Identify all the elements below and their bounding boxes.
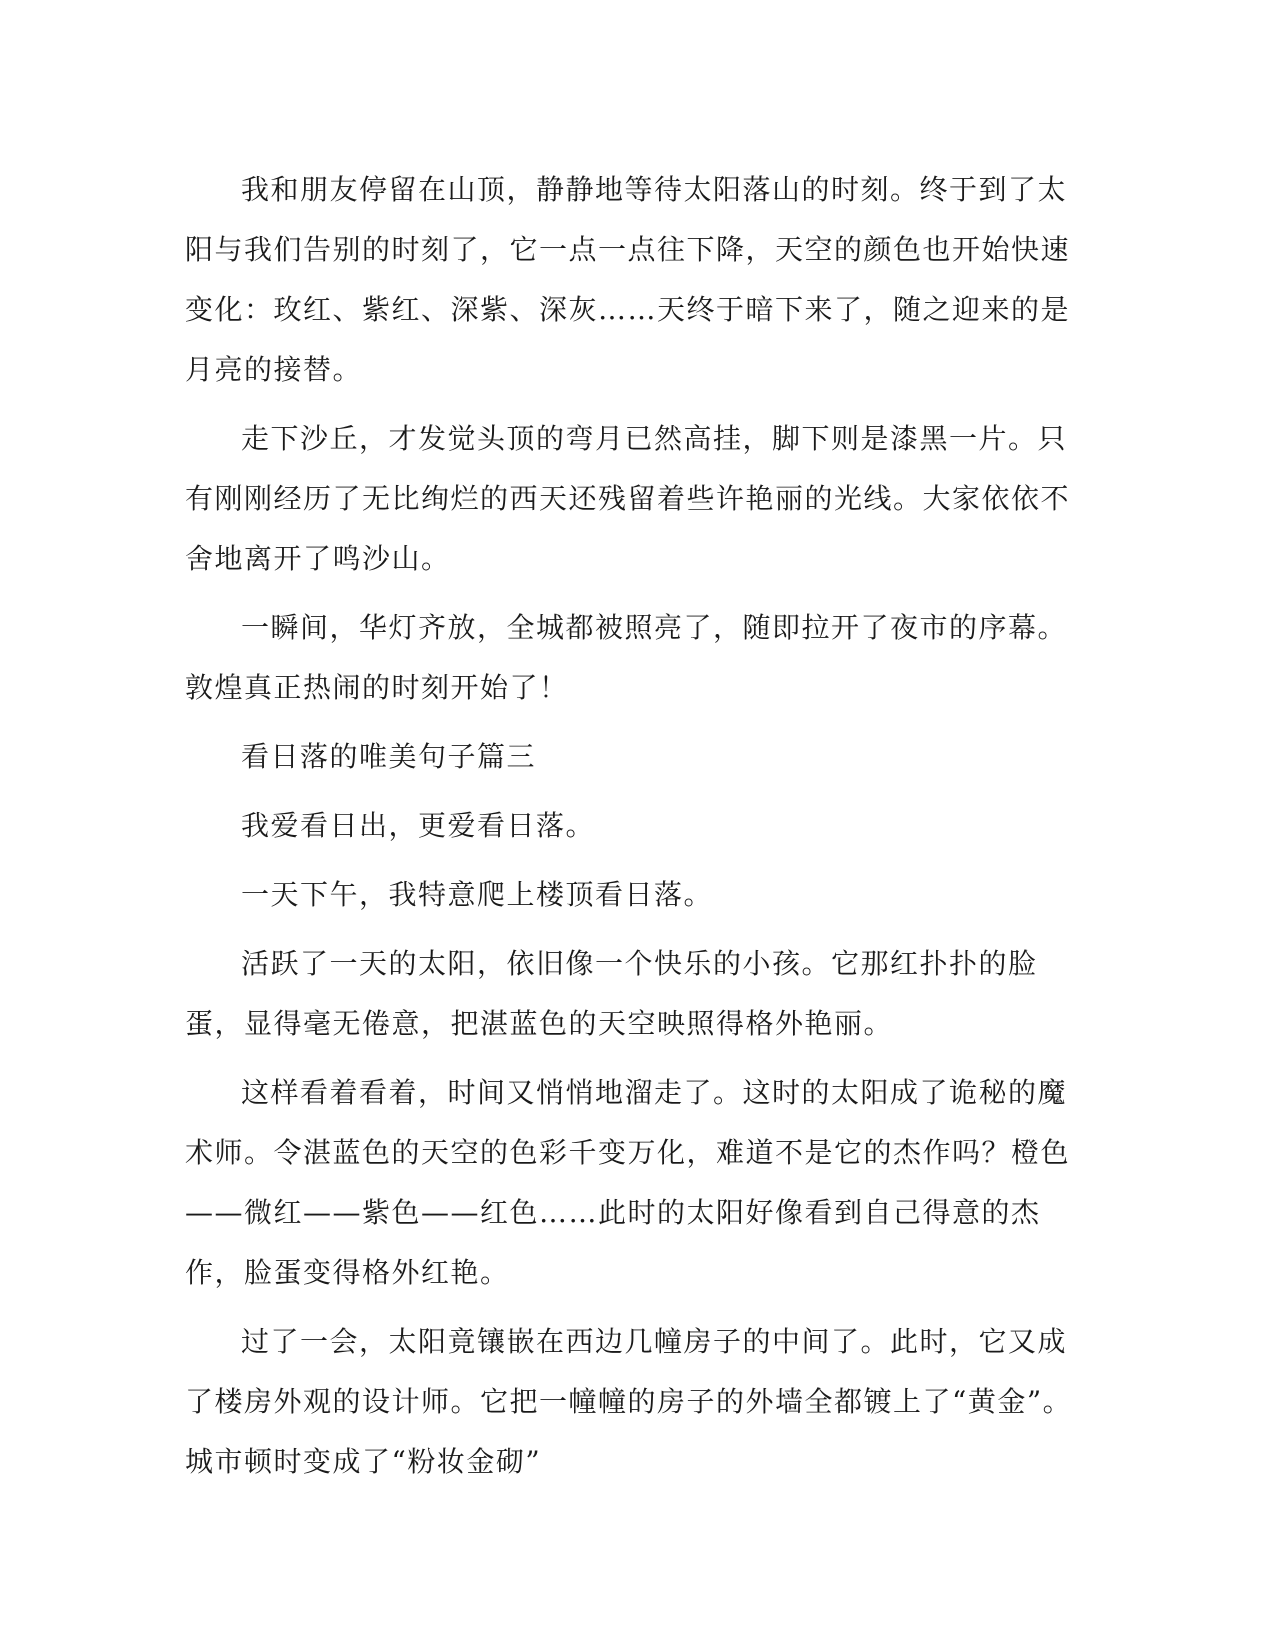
- paragraph-3: 一瞬间，华灯齐放，全城都被照亮了，随即拉开了夜市的序幕。敦煌真正热闹的时刻开始了！: [185, 611, 1068, 704]
- paragraph-1: 我和朋友停留在山顶，静静地等待太阳落山的时刻。终于到了太阳与我们告别的时刻了，它一点一点往下降，天空的颜色也开始快速变化：玫红、紫红、深紫、深灰……天终于暗下来了，随之迎来的是月亮的接替。: [185, 173, 1071, 386]
- paragraph-5: 一天下午，我特意爬上楼顶看日落。: [241, 878, 714, 911]
- section-heading: 看日落的唯美句子篇三: [241, 740, 537, 773]
- paragraph-4: 我爱看日出，更爱看日落。: [241, 809, 596, 842]
- paragraph-7: 这样看着看着，时间又悄悄地溜走了。这时的太阳成了诡秘的魔术师。令湛蓝色的天空的色彩千变万化，难道不是它的杰作吗？橙色——微红——紫色——红色……此时的太阳好像看到自己得意的杰作，脸蛋变得格外红艳。: [185, 1076, 1071, 1289]
- paragraph-6: 活跃了一天的太阳，依旧像一个快乐的小孩。它那红扑扑的脸蛋，显得毫无倦意，把湛蓝色的天空映照得格外艳丽。: [185, 947, 1038, 1040]
- paragraph-8: 过了一会，太阳竟镶嵌在西边几幢房子的中间了。此时，它又成了楼房外观的设计师。它把一幢幢的房子的外墙全都镀上了“黄金”。城市顿时变成了“粉妆金砌”: [185, 1325, 1073, 1478]
- document-body: [185, 160, 1090, 1501]
- paragraph-2: 走下沙丘，才发觉头顶的弯月已然高挂，脚下则是漆黑一片。只有刚刚经历了无比绚烂的西天还残留着些许艳丽的光线。大家依依不舍地离开了鸣沙山。: [185, 422, 1071, 575]
